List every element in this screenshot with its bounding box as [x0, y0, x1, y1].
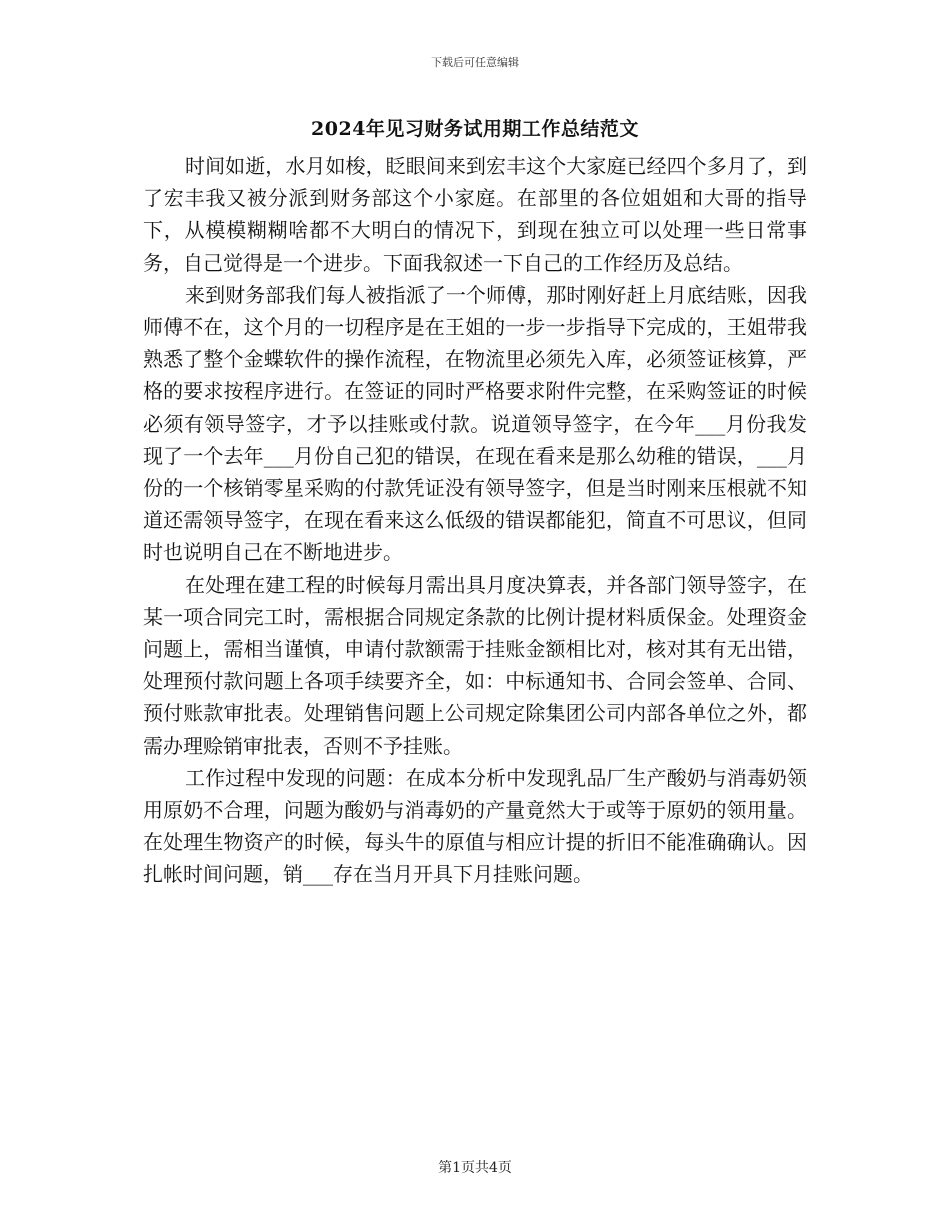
- document-title: 2024年见习财务试用期工作总结范文: [311, 118, 639, 140]
- document-body: [143, 150, 807, 891]
- page-number: 第1页共4页: [438, 1160, 512, 1176]
- header-note: 下载后可任意编辑: [431, 56, 519, 69]
- paragraph-4: 工作过程中发现的问题：在成本分析中发现乳品厂生产酸奶与消毒奶领用原奶不合理，问题为酸奶与消毒奶的产量竟然大于或等于原奶的领用量。在处理生物资产的时候，每头牛的原值与相应计提的折旧不能准确确认。因扎帐时间问题，销___存在当月开具下月挂账问题。: [143, 765, 807, 887]
- paragraph-1: 时间如逝，水月如梭，眨眼间来到宏丰这个大家庭已经四个多月了，到了宏丰我又被分派到财务部这个小家庭。在部里的各位姐姐和大哥的指导下，从模模糊糊啥都不大明白的情况下，到现在独立可以处理一些日常事务，自己觉得是一个进步。下面我叙述一下自己的工作经历及总结。: [143, 154, 807, 275]
- paragraph-2: 来到财务部我们每人被指派了一个师傅，那时刚好赶上月底结账，因我师傅不在，这个月的一切程序是在王姐的一步一步指导下完成的，王姐带我熟悉了整个金蝶软件的操作流程，在物流里必须先入库，必须签证核算，严格的要求按程序进行。在签证的同时严格要求附件完整，在采购签证的时候必须有领导签字，才予以挂账或付款。说道领导签字，在今年___月份我发现了一个去年___月份自己犯的错误，在现在看来是那么幼稚的错误，___月份的一个核销零星采购的付款凭证没有领导签字，但是当时刚来压根就不知道还需领导签字，在现在看来这么低级的错误都能犯，简直不可思议，但同时也说明自己在不断地进步。: [143, 282, 807, 565]
- paragraph-3: 在处理在建工程的时候每月需出具月度决算表，并各部门领导签字，在某一项合同完工时，需根据合同规定条款的比例计提材料质保金。处理资金问题上，需相当谨慎，申请付款额需于挂账金额相比对，核对其有无出错，处理预付款问题上各项手续要齐全，如：中标通知书、合同会签单、合同、预付账款审批表。处理销售问题上公司规定除集团公司内部各单位之外，都需办理赊销审批表，否则不予挂账。: [143, 572, 807, 758]
